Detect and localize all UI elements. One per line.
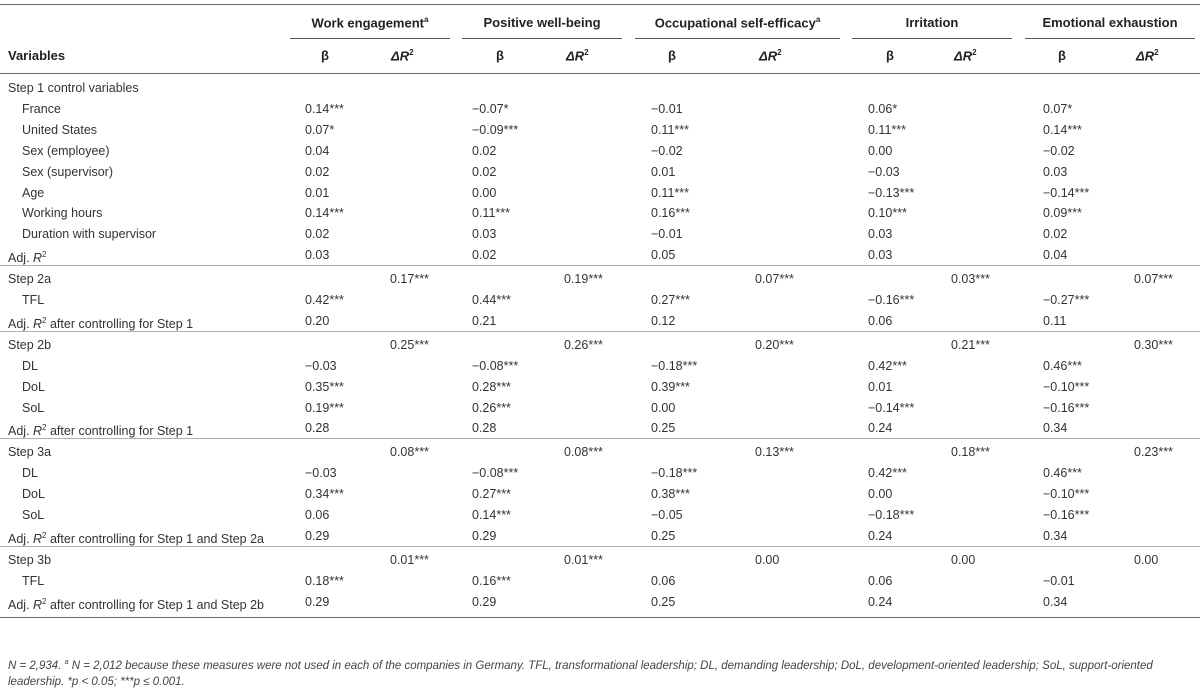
beta-header: β (668, 48, 676, 63)
row-label (22, 226, 156, 242)
header-bottom-rule (0, 73, 1200, 74)
beta-header: β (496, 48, 504, 63)
row-label (8, 420, 193, 439)
value-cell: 0.02 (472, 164, 497, 179)
value-cell: 0.03 (868, 248, 893, 263)
row-label-text: France (22, 101, 61, 116)
value-cell: 0.03 (472, 227, 497, 242)
group-header-title: Emotional exhaustion (1042, 15, 1178, 30)
value-cell: 0.34 (1043, 528, 1068, 543)
delta-r-text: ΔR (759, 48, 778, 64)
group-underline (290, 38, 450, 39)
row-label (8, 313, 193, 332)
value-cell: 0.16*** (651, 206, 690, 221)
value-cell: 0.11 (1043, 313, 1067, 328)
row-label (8, 594, 264, 613)
row-label (22, 400, 44, 416)
value-cell: 0.00 (472, 185, 497, 200)
value-cell: 0.25*** (390, 337, 429, 352)
group-header (1025, 15, 1195, 35)
value-cell: 0.23*** (1134, 445, 1173, 460)
delta-r2-header (391, 48, 414, 68)
value-cell: 0.14*** (472, 508, 511, 522)
section-rule (0, 331, 1200, 332)
row-label-text: Step 3b (8, 552, 52, 567)
row-label (8, 271, 51, 287)
value-cell: 0.42*** (868, 358, 907, 373)
group-header (290, 15, 450, 35)
row-label-text: Step 2a (8, 272, 52, 287)
value-cell: 0.19*** (564, 272, 603, 287)
delta-r-text: ΔR (391, 48, 410, 64)
group-header-title: Positive well-being (483, 15, 601, 30)
value-cell: 0.00 (755, 552, 780, 567)
row-label-tail: after controlling for Step 1 and Step 2b (46, 597, 264, 612)
value-cell: 0.06* (868, 101, 898, 116)
group-underline (635, 38, 840, 39)
value-cell: 0.35*** (305, 379, 344, 394)
value-cell: 0.27*** (472, 487, 511, 502)
value-cell: 0.28 (472, 421, 497, 436)
value-cell: 0.11*** (651, 122, 689, 137)
delta-r2-header (759, 48, 782, 68)
value-cell: 0.29 (472, 528, 497, 543)
value-cell: −0.05 (651, 508, 683, 522)
value-cell: −0.16*** (1043, 508, 1090, 522)
row-label (22, 379, 45, 395)
value-cell: 0.04 (1043, 248, 1068, 263)
value-cell: 0.11*** (651, 185, 689, 200)
value-cell: 0.26*** (472, 400, 511, 415)
value-cell: 0.00 (1134, 552, 1159, 567)
group-header (635, 15, 840, 35)
value-cell: 0.01*** (564, 552, 603, 567)
value-cell: 0.24 (868, 594, 893, 609)
row-label (8, 528, 264, 547)
value-cell: 0.02 (472, 248, 497, 263)
row-label-text: Adj. R (8, 424, 43, 439)
section-rule (0, 265, 1200, 266)
beta-header: β (321, 48, 329, 63)
delta-r-sup: 2 (777, 48, 782, 57)
group-underline (462, 38, 622, 39)
row-label (8, 444, 51, 460)
section-rule (0, 546, 1200, 547)
delta-r-sup: 2 (409, 48, 414, 57)
value-cell: 0.44*** (472, 293, 511, 307)
value-cell: 0.27*** (651, 293, 690, 307)
row-label-text: Adj. R (8, 251, 43, 266)
value-cell: −0.02 (1043, 143, 1075, 158)
row-label-tail: after controlling for Step 1 and Step 2a (46, 532, 264, 547)
delta-r2-header (566, 48, 589, 68)
row-label-text: TFL (22, 293, 45, 307)
delta-r2-header (1136, 48, 1159, 68)
value-cell: −0.08*** (472, 466, 519, 481)
value-cell: 0.38*** (651, 487, 690, 502)
value-cell: 0.06 (868, 573, 893, 588)
group-header (462, 15, 622, 35)
value-cell: 0.24 (868, 421, 893, 436)
value-cell: 0.46*** (1043, 466, 1082, 481)
table-footnote: N = 2,934. $^a$ N = 2,012 because these measures were not used in each of the companies in Germany. TFL, transformational leadership; DL, demanding leadership; DoL, development-oriented leadership; SoL, support-oriented leadership. *p < 0.05; ***p ≤ 0.001. (8, 659, 1153, 688)
value-cell: 0.05 (651, 248, 676, 263)
row-label-text: Working hours (22, 206, 103, 221)
row-label (8, 80, 139, 96)
row-label-sup: 2 (42, 423, 47, 433)
row-label-text: SoL (22, 400, 45, 415)
value-cell: 0.08*** (564, 445, 603, 460)
value-cell: −0.27*** (1043, 293, 1090, 307)
row-label-text: DL (22, 358, 38, 373)
value-cell: 0.02 (305, 227, 330, 242)
row-label (8, 552, 51, 568)
group-header-title: Work engagement (311, 15, 424, 31)
value-cell: 0.03 (305, 248, 330, 263)
row-label (22, 358, 38, 374)
value-cell: −0.01 (1043, 573, 1075, 588)
value-cell: −0.03 (305, 466, 337, 481)
row-label (8, 247, 47, 266)
value-cell: −0.07* (472, 101, 509, 116)
row-label (22, 185, 44, 201)
row-label (22, 122, 97, 138)
row-label-text: Adj. R (8, 317, 43, 332)
value-cell: 0.00 (868, 487, 893, 502)
row-label-tail: after controlling for Step 1 (46, 317, 194, 332)
value-cell: 0.19*** (305, 400, 344, 415)
value-cell: −0.18*** (868, 508, 915, 522)
value-cell: 0.42*** (305, 293, 344, 307)
value-cell: 0.28*** (472, 379, 511, 394)
row-label (22, 164, 113, 180)
value-cell: 0.42*** (868, 466, 907, 481)
value-cell: −0.02 (651, 143, 683, 158)
row-label-text: DL (22, 466, 38, 481)
row-label (8, 337, 51, 353)
value-cell: 0.18*** (305, 573, 344, 588)
value-cell: 0.01*** (390, 552, 429, 567)
value-cell: 0.02 (305, 164, 330, 179)
group-underline (1025, 38, 1195, 39)
table-top-rule (0, 4, 1200, 5)
value-cell: 0.10*** (868, 206, 907, 221)
delta-r-sup: 2 (972, 48, 977, 57)
value-cell: 0.01 (868, 379, 893, 394)
row-label-text: Step 1 control variables (8, 81, 139, 95)
value-cell: 0.28 (305, 421, 330, 436)
value-cell: 0.34 (1043, 594, 1068, 609)
value-cell: 0.11*** (868, 122, 906, 137)
row-label-text: Step 2b (8, 337, 52, 352)
value-cell: 0.34*** (305, 487, 344, 502)
value-cell: 0.08*** (390, 445, 429, 460)
delta-r-text: ΔR (566, 48, 585, 64)
group-header-sup: a (815, 15, 821, 24)
value-cell: −0.01 (651, 101, 683, 116)
value-cell: 0.06 (868, 313, 893, 328)
group-header-title: Occupational self-efficacy (654, 15, 816, 31)
value-cell: 0.12 (651, 313, 676, 328)
row-label-text: TFL (22, 573, 45, 588)
value-cell: −0.09*** (472, 122, 519, 137)
group-header (852, 15, 1012, 35)
group-header-title: Irritation (905, 15, 959, 30)
value-cell: 0.24 (868, 528, 893, 543)
row-label-text: Adj. R (8, 597, 43, 612)
row-label (22, 465, 38, 481)
value-cell: 0.02 (472, 143, 497, 158)
value-cell: 0.14*** (305, 206, 344, 221)
delta-r-text: ΔR (1136, 48, 1155, 64)
row-label (22, 486, 45, 502)
value-cell: 0.13*** (755, 445, 794, 460)
delta-r-text: ΔR (954, 48, 973, 64)
row-label (22, 143, 110, 159)
row-label-text: Adj. R (8, 532, 43, 547)
value-cell: 0.04 (305, 143, 330, 158)
value-cell: −0.03 (868, 164, 900, 179)
delta-r-sup: 2 (1154, 48, 1159, 57)
row-label (22, 507, 44, 523)
row-label-text: United States (22, 122, 98, 137)
delta-r2-header (954, 48, 977, 68)
value-cell: 0.07* (1043, 101, 1073, 116)
value-cell: 0.46*** (1043, 358, 1082, 373)
row-label-text: SoL (22, 508, 45, 522)
value-cell: 0.14*** (305, 101, 344, 116)
row-label (22, 292, 44, 308)
value-cell: 0.20*** (755, 337, 794, 352)
value-cell: 0.16*** (472, 573, 511, 588)
group-underline (852, 38, 1012, 39)
value-cell: 0.00 (951, 552, 976, 567)
row-label-text: DoL (22, 487, 45, 502)
value-cell: −0.18*** (651, 358, 698, 373)
value-cell: −0.01 (651, 227, 683, 242)
value-cell: 0.07*** (1134, 272, 1173, 287)
value-cell: 0.03 (868, 227, 893, 242)
value-cell: −0.14*** (868, 400, 915, 415)
value-cell: 0.02 (1043, 227, 1068, 242)
row-label-tail: after controlling for Step 1 (46, 424, 194, 439)
group-header-sup: a (424, 15, 429, 24)
row-label-sup: 2 (42, 315, 47, 325)
value-cell: 0.17*** (390, 272, 429, 287)
value-cell: 0.34 (1043, 421, 1068, 436)
row-label (22, 205, 102, 221)
value-cell: 0.09*** (1043, 206, 1082, 221)
value-cell: 0.00 (868, 143, 893, 158)
value-cell: −0.16*** (868, 293, 915, 307)
row-label-sup: 2 (42, 530, 47, 540)
value-cell: 0.06 (651, 573, 676, 588)
value-cell: 0.21 (472, 313, 497, 328)
value-cell: 0.25 (651, 528, 676, 543)
value-cell: 0.01 (651, 164, 676, 179)
row-label-sup: 2 (42, 596, 47, 606)
value-cell: −0.13*** (868, 185, 915, 200)
value-cell: 0.25 (651, 421, 676, 436)
value-cell: −0.16*** (1043, 400, 1090, 415)
value-cell: −0.10*** (1043, 379, 1090, 394)
value-cell: 0.29 (472, 594, 497, 609)
value-cell: 0.06 (305, 508, 330, 522)
row-label-sup: 2 (42, 250, 47, 260)
table-bottom-rule (0, 617, 1200, 618)
value-cell: 0.11*** (472, 206, 510, 221)
beta-header: β (1058, 48, 1066, 63)
variables-header: Variables (8, 48, 66, 63)
value-cell: 0.00 (651, 400, 676, 415)
value-cell: −0.18*** (651, 466, 698, 481)
value-cell: 0.03 (1043, 164, 1068, 179)
value-cell: 0.29 (305, 528, 330, 543)
value-cell: 0.21*** (951, 337, 990, 352)
beta-header: β (886, 48, 894, 63)
row-label (22, 573, 44, 589)
row-label-text: DoL (22, 379, 45, 394)
value-cell: 0.03*** (951, 272, 990, 287)
value-cell: 0.29 (305, 594, 330, 609)
value-cell: −0.10*** (1043, 487, 1090, 502)
row-label-text: Age (22, 185, 45, 200)
value-cell: −0.08*** (472, 358, 519, 373)
value-cell: −0.03 (305, 358, 337, 373)
delta-r-sup: 2 (584, 48, 589, 57)
value-cell: 0.01 (305, 185, 330, 200)
row-label (22, 101, 61, 117)
value-cell: 0.25 (651, 594, 676, 609)
value-cell: −0.14*** (1043, 185, 1090, 200)
row-label-text: Duration with supervisor (22, 227, 157, 242)
value-cell: 0.39*** (651, 379, 690, 394)
value-cell: 0.26*** (564, 337, 603, 352)
row-label-text: Step 3a (8, 445, 52, 460)
value-cell: 0.30*** (1134, 337, 1173, 352)
row-label-text: Sex (supervisor) (22, 164, 113, 179)
value-cell: 0.07* (305, 122, 335, 137)
row-label-text: Sex (employee) (22, 143, 110, 158)
value-cell: 0.18*** (951, 445, 990, 460)
value-cell: 0.07*** (755, 272, 794, 287)
value-cell: 0.14*** (1043, 122, 1082, 137)
section-rule (0, 438, 1200, 439)
value-cell: 0.20 (305, 313, 330, 328)
